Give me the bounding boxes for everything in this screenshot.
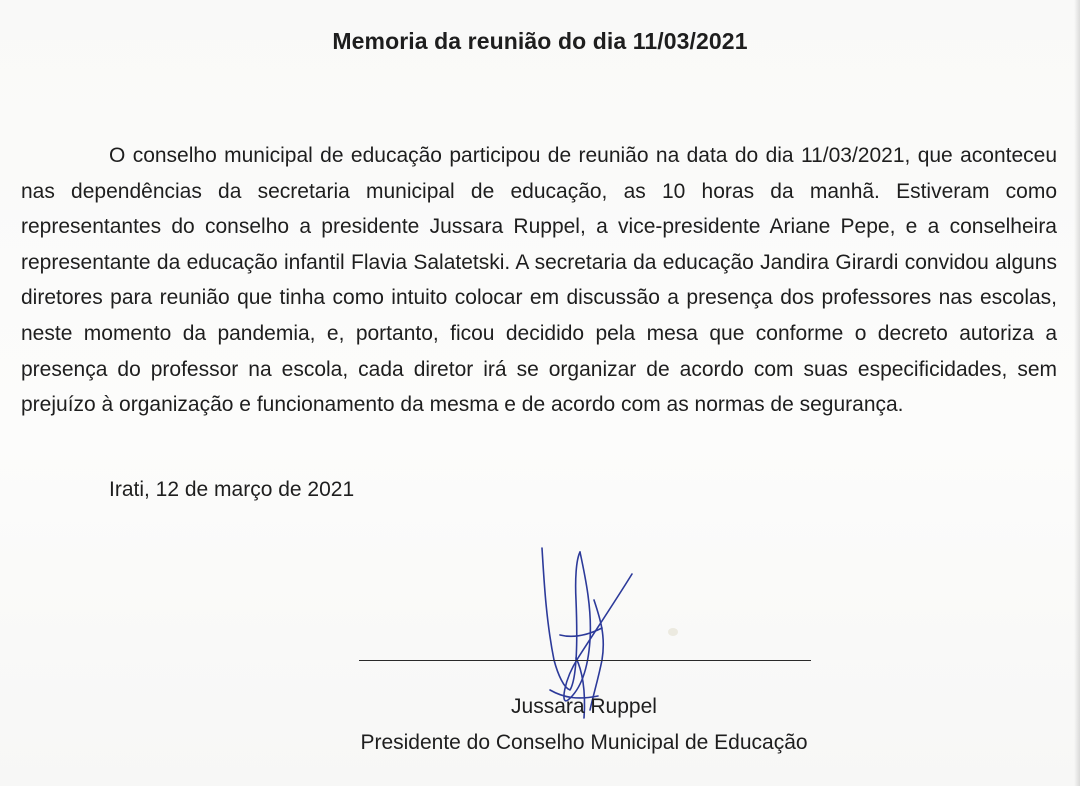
meeting-minutes-paragraph: O conselho municipal de educação participou de reunião na data do dia 11/03/2021, que aconteceu nas dependências da secretaria municipal de educação, as 10 horas da manhã. Estiveram como representantes do conselho a presidente Jussara Ruppel, a vice-presidente Ariane Pepe, e a conselheira representante da educação infantil Flavia Salatetski. A secretaria da educação Jandira Girardi convidou alguns diretores para reunião que tinha como intuito colocar em discussão a presença dos professores nas escolas, neste momento da pandemia, e, portanto, ficou decidido pela mesa que conforme o decreto autoriza a presença do professor na escola, cada diretor irá se organizar de acordo com suas especificidades, sem prejuízo à organização e funcionamento da mesma e de acordo com as normas de segurança.: [21, 144, 1057, 417]
paper-stain: [668, 628, 678, 636]
signer-role: Presidente do Conselho Municipal de Educação: [360, 731, 808, 754]
signer-name: Jussara Ruppel: [511, 695, 657, 718]
place-and-date: Irati, 12 de março de 2021: [109, 478, 355, 501]
document-title: Memoria da reunião do dia 11/03/2021: [332, 28, 748, 54]
signature-line: [359, 660, 811, 661]
